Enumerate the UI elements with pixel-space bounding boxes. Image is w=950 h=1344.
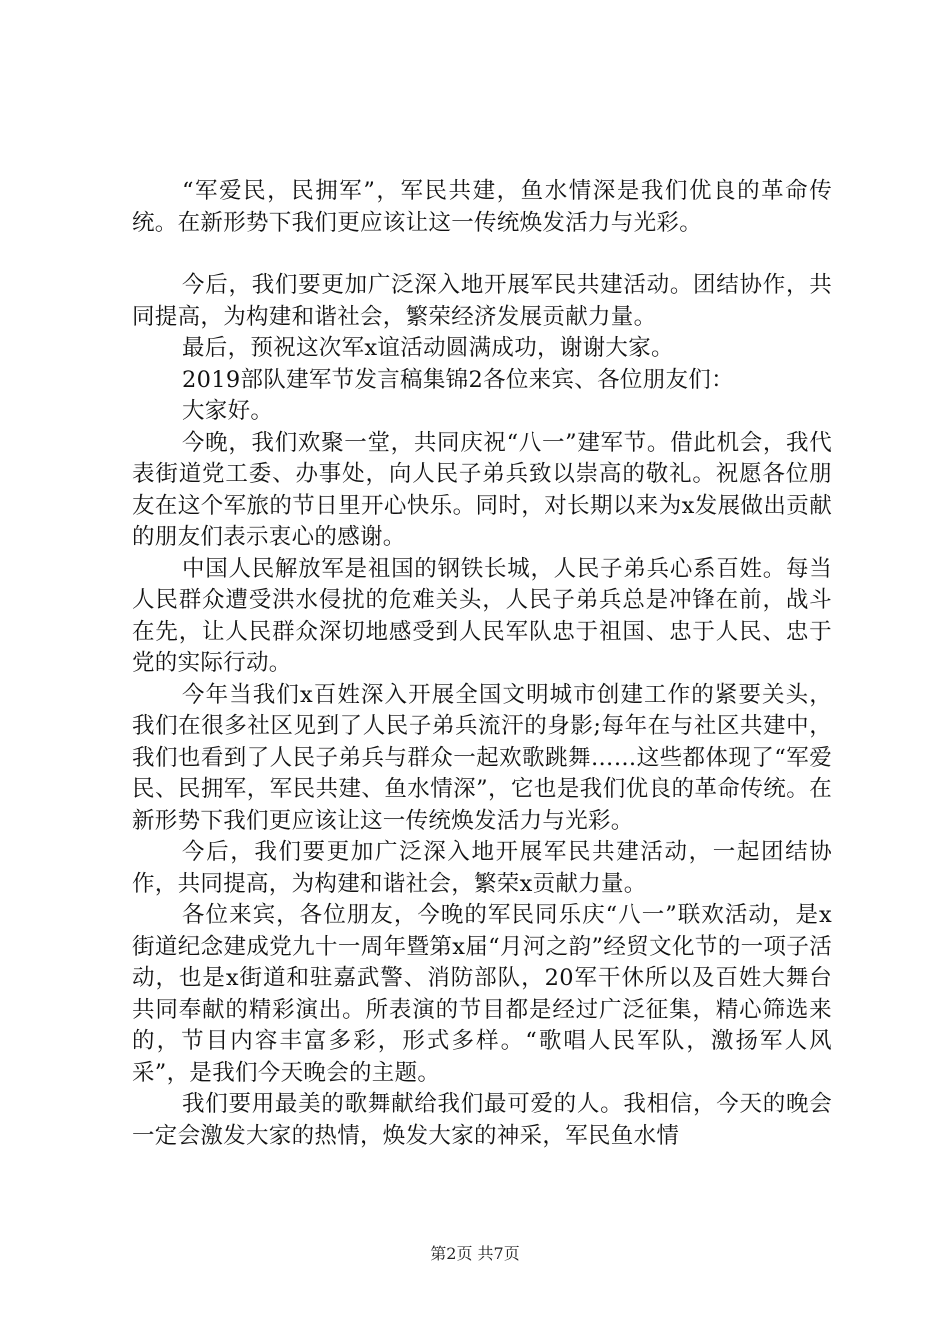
paragraph-future-work: 今后，我们要更加广泛深入地开展军民共建活动。团结协作，共同提高，为构建和谐社会，繁荣经济发展贡献力量。 — [132, 272, 832, 330]
document-body — [132, 176, 832, 1152]
paragraph-section-heading: 2019部队建军节发言稿集锦2各位来宾、各位朋友们： — [182, 366, 734, 393]
paragraph-event-description: 各位来宾，各位朋友，今晚的军民同乐庆“八一”联欢活动，是x街道纪念建成党九十一周年暨第x届“月河之韵”经贸文化节的一项子活动，也是x街道和驻嘉武警、消防部队，20军干休所以及百姓大舞台共同奉献的精彩演出。所表演的节目都是经过广泛征集，精心筛选来的，节目内容丰富多彩，形式多样。“歌唱人民军队，激扬军人风采”，是我们今天晚会的主题。 — [132, 902, 832, 1086]
page-number-footer: 第2页 共7页 — [430, 1244, 520, 1263]
paragraph-pla-intro: 中国人民解放军是祖国的钢铁长城，人民子弟兵心系百姓。每当人民群众遭受洪水侵扰的危难关头，人民子弟兵总是冲锋在前，战斗在先，让人民群众深切地感受到人民军队忠于祖国、忠于人民、忠于党的实际行动。 — [132, 555, 832, 676]
paragraph-greeting: 大家好。 — [182, 398, 274, 424]
paragraph-celebration: 今晚，我们欢聚一堂，共同庆祝“八一”建军节。借此机会，我代表街道党工委、办事处，向人民子弟兵致以崇高的敬礼。祝愿各位朋友在这个军旅的节日里开心快乐。同时，对长期以来为x发展做出贡献的朋友们表示衷心的感谢。 — [132, 429, 832, 550]
paragraph-cooperation: 今后，我们要更加广泛深入地开展军民共建活动，一起团结协作，共同提高，为构建和谐社会，繁荣x贡献力量。 — [132, 839, 832, 897]
paragraph-tradition: “军爱民，民拥军”，军民共建，鱼水情深是我们优良的革命传统。在新形势下我们更应该让这一传统焕发活力与光彩。 — [132, 178, 832, 236]
paragraph-performance: 我们要用最美的歌舞献给我们最可爱的人。我相信，今天的晚会一定会激发大家的热情，焕发大家的神采，军民鱼水情 — [132, 1091, 832, 1149]
paragraph-civilized-city: 今年当我们x百姓深入开展全国文明城市创建工作的紧要关头，我们在很多社区见到了人民子弟兵流汗的身影;每年在与社区共建中，我们也看到了人民子弟兵与群众一起欢歌跳舞……这些都体现了“军爱民、民拥军，军民共建、鱼水情深”，它也是我们优良的革命传统。在新形势下我们更应该让这一传统焕发活力与光彩。 — [132, 681, 832, 834]
paragraph-closing-wish: 最后，预祝这次军x谊活动圆满成功，谢谢大家。 — [182, 335, 674, 361]
